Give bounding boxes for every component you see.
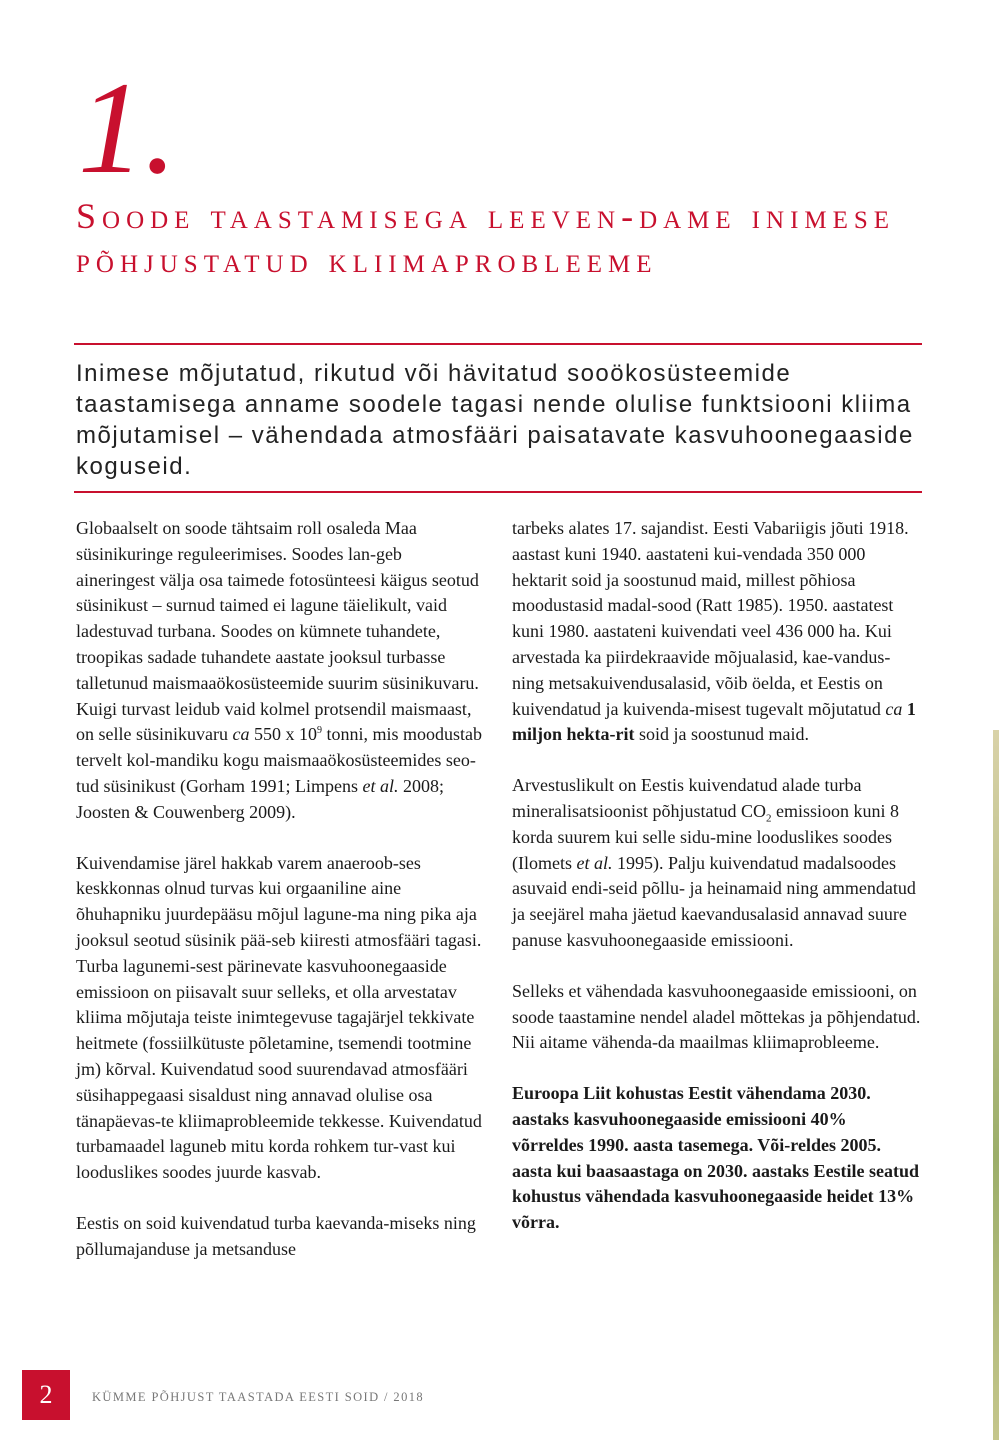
right-paragraph-1: tarbeks alates 17. sajandist. Eesti Vabariigis jõuti 1918. aastast kuni 1940. aastateni kui-vendada 350 000 hektarit soid ja soostunud maid, millest põhiosa moodustasid madal-sood (Ratt 1985). 1950. aastatest kuni 1980. aastateni kuivendati veel 436 000 ha. Kui arvestada ka piirdekraavide mõjualasid, kae-vandus- ning metsakuivendusalasid, võib öelda, et Eestis on kuivendatud ja kuivenda-misest tugevalt mõjutatud ca 1 miljon hekta-rit soid ja soostunud maid. <box>512 518 916 745</box>
right-paragraph-2: Arvestuslikult on Eestis kuivendatud alade turba mineralisatsioonist põhjustatud $CO_2$ emissioon kuni 8 korda suurem kui selle sidu-mine looduslikes soodes (Ilomets et al. 1995). Palju kuivendatud madalsoodes asuvaid endi-seid põllu- ja heinamaid ning ammendatud ja seejärel maha jäetud kaevandusalasid annavad suure panuse kasvuhoonegaaside emissiooni. <box>512 775 916 950</box>
left-paragraph-1: Globaalselt on soode tähtsaim roll osaleda Maa süsinikuringe reguleerimises. Soodes lan-geb aineringest välja osa taimede fotosünteesi käigus seotud süsinikust – surnud taimed ei lagune täielikult, vaid ladestuvad turbana. Soodes on kümnete tuhandete, troopikas sadade tuhandete aastate jooksul turbasse talletunud maismaaökosüsteemide suurim süsinikuvaru. Kuigi turvast leidub vaid kolmel protsendil maismaast, on selle süsinikuvaru ca 550 x $10^9$ tonni, mis moodustab tervelt kol-mandiku kogu maismaaökosüsteemides seo-tud süsinikust (Gorham 1991; Limpens et al. 2008; Joosten & Couwenberg 2009). <box>76 518 482 822</box>
lead-paragraph: Inimese mõjutatud, rikutud või hävitatud sooökosüsteemide taastamisega anname soodele tagasi nende olulise funktsiooni kliima mõjutamisel – vähendada atmosfääri paisatavate kasvuhoonegaaside koguseid. <box>76 360 914 480</box>
page-edge-image-strip <box>993 730 999 1440</box>
page-number-badge: 2 <box>22 1370 70 1420</box>
right-column <box>512 516 922 1261</box>
left-paragraph-3: Eestis on soid kuivendatud turba kaevanda-miseks ning põllumajanduse ja metsanduse <box>76 1212 476 1259</box>
left-paragraph-2: Kuivendamise järel hakkab varem anaeroob-ses keskkonnas olnud turvas kui orgaaniline aine õhuhapniku juurdepääsu mõjul lagune-ma ning pika aja jooksul seotud süsinik pää-seb kiiresti atmosfääri tagasi. Turba lagunemi-sest pärinevate kasvuhoonegaaside emissioon on piisavalt suur selleks, et olla arvestatav kliima mõjutaja teiste inimtegevuse tagajärjel tekkivate heitmete (fossiilkütuste põletamine, tsemendi tootmine jm) kõrval. Kuivendatud sood suurendavad atmosfääri süsihappegaasi sisaldust ning annavad olulise osa tänapäevas-te kliimaprobleemide tekkesse. Kuivendatud turbamaadel laguneb mitu korda rohkem tur-vast kui looduslikes soodes juurde kasvab. <box>76 852 482 1183</box>
chapter-title: Soode taastamisega leeven-dame inimese põhjustatud kliimaprobleeme <box>76 196 896 280</box>
right-paragraph-4: Euroopa Liit kohustas Eestit vähendama 2030. aastaks kasvuhoonegaaside emissiooni 40% võrreldes 1990. aasta tasemega. Või-reldes 2005. aasta kui baasaastaga on 2030. aastaks Eestile seatud kohustus vähendada kasvuhoonegaaside heidet 13% võrra. <box>512 1083 920 1233</box>
chapter-number: 1. <box>78 54 177 201</box>
right-paragraph-3: Selleks et vähendada kasvuhoonegaaside emissiooni, on soode taastamine nendel aladel mõttekas ja põhjendatud. Nii aitame vähenda-da maailmas kliimaprobleeme. <box>512 980 921 1053</box>
divider-bottom <box>74 491 922 493</box>
running-footer: KÜMME PÕHJUST TAASTADA EESTI SOID / 2018 <box>92 1390 425 1404</box>
divider-top <box>74 343 922 345</box>
left-column <box>76 516 484 1288</box>
